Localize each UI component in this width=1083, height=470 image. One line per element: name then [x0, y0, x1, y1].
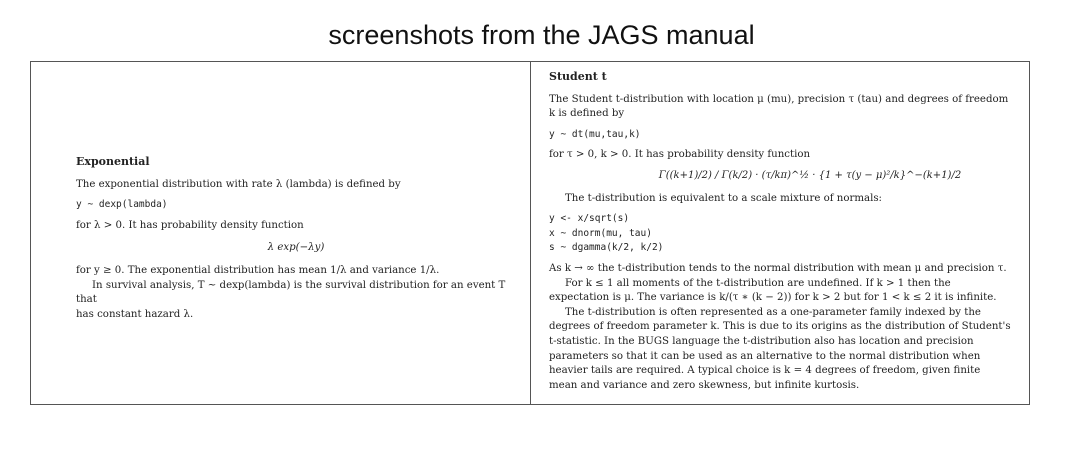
student-t-mixture-code-1: y <- x/sqrt(s): [549, 213, 630, 225]
student-t-mixture-intro: The t-distribution is equivalent to a scale mixture of normals:: [565, 192, 882, 204]
student-t-code: y ~ dt(mu,tau,k): [549, 128, 641, 140]
page-title: screenshots from the JAGS manual: [328, 20, 755, 50]
column-divider: [530, 61, 531, 405]
exponential-code: y ~ dexp(lambda): [76, 199, 168, 211]
exponential-condition: for λ > 0. It has probability density function: [76, 219, 304, 231]
student-t-limit: As k → ∞ the t-distribution tends to the normal distribution with mean μ and precision τ.: [549, 262, 1007, 274]
exponential-formula: λ exp(−λy): [267, 242, 325, 254]
exponential-panel: [76, 155, 516, 322]
exponential-survival-line-1: In survival analysis, T ~ dexp(lambda) is the survival distribution for an event T that: [76, 279, 506, 306]
student-t-formula: Γ((k+1)/2) / Γ(k/2) · (τ/kπ)^½ · {1 + τ(y − μ)²/k}^−(k+1)/2: [658, 169, 962, 181]
student-t-moments: For k ≤ 1 all moments of the t-distribution are undefined. If k > 1 then the expectation is μ. The variance is k/(τ ∗ (k − 2)) for k > 2 but for 1 < k ≤ 2 it is infinite.: [549, 277, 997, 304]
exponential-intro: The exponential distribution with rate λ (lambda) is defined by: [76, 178, 401, 190]
student-t-condition: for τ > 0, k > 0. It has probability density function: [549, 149, 811, 161]
student-t-panel: [549, 70, 1011, 393]
student-t-mixture-code-2: x ~ dnorm(mu, tau): [549, 227, 652, 239]
exponential-mean-variance: for y ≥ 0. The exponential distribution has mean 1/λ and variance 1/λ.: [76, 264, 440, 276]
student-t-family: The t-distribution is often represented as a one-parameter family indexed by the degrees of freedom parameter k. This is due to its origins as the distribution of Student's t-statistic. In the BUGS language the t-distribution also has location and precision parameters so that it can be used as an alternative to the normal distribution when heavier tails are required. A typical choice is k = 4 degrees of freedom, given finite mean and variance and zero skewness, but infinite kurtosis.: [549, 306, 1011, 391]
exponential-heading: Exponential: [76, 155, 150, 168]
student-t-mixture-code-3: s ~ dgamma(k/2, k/2): [549, 242, 664, 254]
student-t-heading: Student t: [549, 70, 607, 83]
student-t-intro: The Student t-distribution with location μ (mu), precision τ (tau) and degrees of freedom k is defined by: [549, 93, 1009, 120]
exponential-survival-line-2: has constant hazard λ.: [76, 308, 194, 320]
